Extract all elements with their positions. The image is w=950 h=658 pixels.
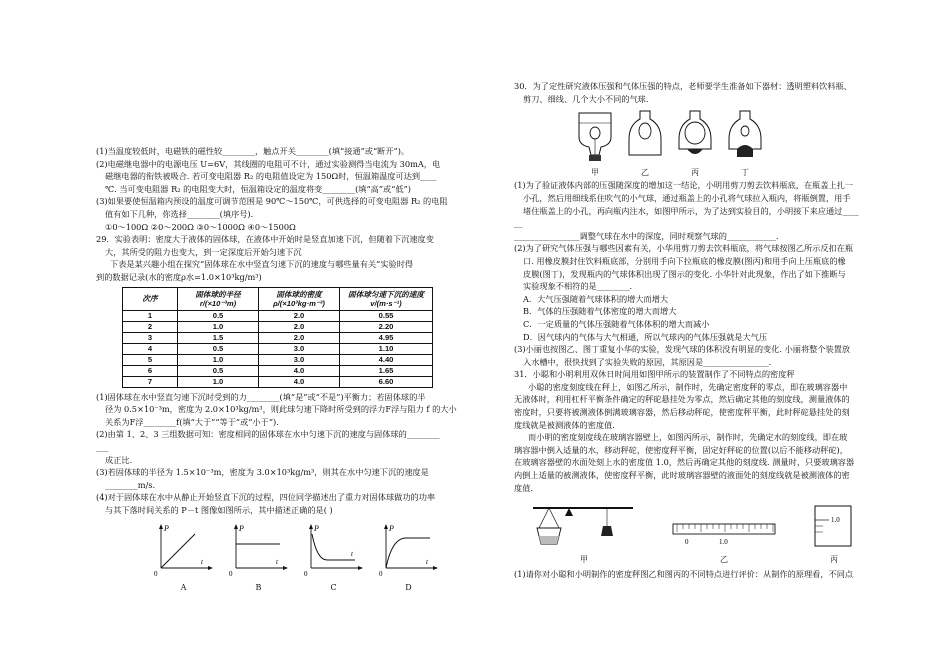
text-line: 剪刀、细线、几个大小不同的气球. xyxy=(523,93,649,104)
table-cell: 1 xyxy=(123,310,178,321)
text-line: (3)若固体球的半径为 1.5×10⁻³m，密度为 3.0×10³kg/m³，则其在水中匀速下沉的速度是 xyxy=(96,467,429,478)
text-line: 实验现象不相符的是________. xyxy=(523,281,633,292)
figure-label: 乙 xyxy=(641,167,649,177)
graph-d-svg xyxy=(378,522,440,578)
text-line: 入水槽中，很快找到了实验失败的原因，其原因是________________. xyxy=(523,356,772,367)
axis-origin: 0 xyxy=(153,570,157,579)
scale-zero: 0 xyxy=(685,538,689,547)
text-line: (2)为了研究气体压强与哪些因素有关，小华用剪刀剪去饮料瓶底，将气球按图乙所示反扣在瓶 xyxy=(514,243,854,254)
axis-p-label: P xyxy=(313,524,319,534)
table-cell: 1.5 xyxy=(178,332,259,343)
table-header: 次序 xyxy=(123,287,178,310)
text-line: (2)电磁继电器中的电源电压 U=6V，其线圈的电阻可不计，通过实验测得当电流为 30mA，电 xyxy=(96,158,441,169)
text-line: ________________调整气球在水中的深度，同时观察气球的____________. xyxy=(514,230,779,241)
text-line: 堵住瓶盖上的小孔，再向瓶内注水，如图甲所示，为了达到实验目的，小明接下来应通过____ xyxy=(523,205,859,216)
graph-a xyxy=(153,522,215,594)
table-cell: 0.5 xyxy=(178,310,259,321)
left-column xyxy=(96,145,476,595)
table-header: 固体球的半径 r/(×10⁻³m) xyxy=(178,287,259,310)
graph-b xyxy=(228,522,290,594)
text-line: 小聪的密度刻度线在秤上，如图乙所示，制作时，先确定密度秤的零点，即在玻璃容器中 xyxy=(528,381,848,392)
graph-b-svg xyxy=(228,522,290,578)
bottle-inverted-svg xyxy=(575,107,615,163)
table-cell: 3 xyxy=(123,332,178,343)
table-row xyxy=(123,310,433,321)
table-row xyxy=(123,343,433,354)
table-cell: 2.20 xyxy=(340,321,433,332)
axis-p-label: P xyxy=(238,524,244,534)
table-cell: 3.0 xyxy=(259,354,340,365)
graph-label: A xyxy=(180,583,187,593)
question-30: 30．为了定性研究液体压强和气体压强的特点，老师要学生准备如下器材：透明塑料饮料瓶、 xyxy=(514,81,852,91)
table-row xyxy=(123,354,433,365)
table-cell: 1.10 xyxy=(340,343,433,354)
axis-t-label: t xyxy=(425,558,428,567)
bottle-push-svg xyxy=(725,107,765,163)
text-line: 度值. xyxy=(514,482,533,493)
table-cell: 0.55 xyxy=(340,310,433,321)
table-cell: 6.60 xyxy=(340,376,433,387)
table-cell: 2 xyxy=(123,321,178,332)
beaker-svg xyxy=(809,502,859,550)
figure-ding xyxy=(725,107,765,179)
text-line: (3)如果要使恒温箱内预设的温度可调节范围是 90℃～150℃，可供选择的可变电阻器 R₂ 的电阻 xyxy=(96,196,448,207)
table-row xyxy=(123,365,433,376)
table-cell: 5 xyxy=(123,354,178,365)
graph-label: D xyxy=(405,583,412,593)
bottle-pull-svg xyxy=(675,107,715,163)
axis-t-label: t xyxy=(350,550,353,559)
table-cell: 2.0 xyxy=(259,321,340,332)
table-row xyxy=(123,321,433,332)
option-b: B．气体的压强随着气体密度的增大而增大 xyxy=(523,306,677,317)
bottle-balloon-svg xyxy=(625,107,665,163)
bottle-figures xyxy=(570,107,770,179)
graph-d xyxy=(378,522,440,594)
text-line: __ xyxy=(514,218,523,229)
text-line: 在玻璃容器壁的水面处刻上水的密度值 1.0，然后再确定其他的刻度线. 测量时，只要玻璃容器 xyxy=(514,457,855,468)
table-header: 固体球的密度 ρ/(×10³kg·m⁻³) xyxy=(259,287,340,310)
table-cell: 0.5 xyxy=(178,343,259,354)
figure-scale-bing xyxy=(809,502,859,566)
text-line: 度线就是被测液体的密度值. xyxy=(514,419,615,430)
table-row xyxy=(123,332,433,343)
figure-label: 丙 xyxy=(691,167,699,177)
figure-label: 丁 xyxy=(741,167,749,177)
table-cell: 4 xyxy=(123,343,178,354)
table-cell: 2.0 xyxy=(259,332,340,343)
table-cell: 6 xyxy=(123,365,178,376)
figure-label: 丙 xyxy=(830,554,838,564)
text-line: 径为 0.5×10⁻³m，密度为 2.0×10³kg/m³，则此球匀速下降时所受到的浮力F浮与阻力 f 的大小 xyxy=(105,404,457,415)
graph-a-svg xyxy=(153,522,215,578)
figure-label: 乙 xyxy=(720,554,728,564)
text-line: (2)由第 1、2、3 三组数据可知：密度相同的固体球在水中匀速下沉的速度与固体球的________ xyxy=(96,429,440,440)
text-line: ①0～100Ω ②0～200Ω ③0～1000Ω ④0～1500Ω xyxy=(105,221,296,232)
table-cell: 4.0 xyxy=(259,365,340,376)
table-cell: 4.40 xyxy=(340,354,433,365)
axis-origin: 0 xyxy=(228,570,232,579)
table-cell: 0.5 xyxy=(178,365,259,376)
text-line: 关系为F浮________f(填“大于”“等于”或“小于”). xyxy=(105,416,279,427)
text-line: 口. 用橡皮膜封住饮料瓶底部，分别用手向下拉瓶底的橡皮膜(图丙)和用手向上压瓶底的橡 xyxy=(523,255,846,266)
figure-scale-jia xyxy=(529,498,639,566)
question-31: 31．小聪和小明利用双休日时间用如图甲所示的装置制作了不同特点的密度秤 xyxy=(514,369,795,380)
table-cell: 1.65 xyxy=(340,365,433,376)
table-header: 固体球匀速下沉的速度 v/(m·s⁻¹) xyxy=(340,287,433,310)
text-line: 值有如下几种，你选择________(填序号). xyxy=(105,208,254,219)
text-line: 小孔，然后用细线系住吹气的小气球，通过瓶盖上的小孔将气球拉入瓶内，将瓶倒置，用手 xyxy=(523,192,851,203)
table-cell: 1.0 xyxy=(178,321,259,332)
text-line: (1)请你对小聪和小明制作的密度秤图乙和图丙的不同特点进行评价：从制作的原理看，不同点 xyxy=(514,569,854,580)
axis-t-label: t xyxy=(275,558,278,567)
table-cell: 4.95 xyxy=(340,332,433,343)
text-line: ___ xyxy=(96,441,109,452)
text-line: 成正比. xyxy=(105,454,133,465)
table-cell: 1.0 xyxy=(178,354,259,365)
text-line: (1)固体球在水中竖直匀速下沉时受到的力________(填“是”或“不是”)平衡力；若固体球的半 xyxy=(96,391,426,402)
table-cell: 1.0 xyxy=(178,376,259,387)
text-line: 磁继电器的衔铁被吸合. 若可变电阻器 R₂ 的电阻值设定为 150Ω时，恒温箱温度可达到____ xyxy=(105,171,437,182)
graph-c xyxy=(303,522,365,594)
density-scale-figures xyxy=(514,498,874,566)
text-line: 密度时，只要将被测液体倒满玻璃容器，然后移动秤砣，使密度秤平衡，此时秤砣悬挂处的刻 xyxy=(514,407,850,418)
figure-label: 甲 xyxy=(580,554,588,564)
text-line: 到的数据记录(水的密度ρ水=1.0×10³kg/m³) xyxy=(96,271,262,282)
text-line: 大，其所受的阻力也变大，到一定深度后开始匀速下沉 xyxy=(105,246,302,257)
text-line: 无液体时，利用杠杆平衡条件确定的秤砣悬挂处为零点，然后确定其他的刻度线，测量液体的 xyxy=(514,394,850,405)
beaker-mark: 1.0 xyxy=(831,516,840,525)
text-line: 与其下落时间关系的 P－t 图像如图所示，其中描述正确的是( ) xyxy=(105,504,333,515)
axis-p-label: P xyxy=(163,524,169,534)
figure-jia xyxy=(575,107,615,179)
text-line: ℃. 当可变电阻器 R₂ 的电阻变大时，恒温箱设定的温度将变________(填“高”或“低”) xyxy=(105,183,411,194)
data-table xyxy=(122,287,433,388)
figure-scale-yi xyxy=(669,520,779,566)
axis-t-label: t xyxy=(200,558,203,567)
text-line: (4)对于固体球在水中从静止开始竖直下沉的过程，四位同学描述出了重力对固体球做功的功率 xyxy=(96,492,436,503)
figure-yi xyxy=(625,107,665,179)
graph-label: B xyxy=(255,583,262,593)
text-line: 皮膜(图丁)，发现瓶内的气球体积出现了图示的变化. 小华针对此现象，作出了如下推断与 xyxy=(523,268,846,279)
graph-c-svg xyxy=(303,522,365,578)
text-line: 而小明的密度刻度线在玻璃容器壁上，如图丙所示，制作时，先确定水的刻度线，即在玻 xyxy=(528,432,848,443)
table-cell: 7 xyxy=(123,376,178,387)
text-line: (1)当温度较低时，电磁铁的磁性较________，触点开关________(填“接通”或“断开”)。 xyxy=(96,146,410,156)
axis-origin: 0 xyxy=(303,570,307,579)
right-column xyxy=(514,80,896,581)
figure-bing xyxy=(675,107,715,179)
graph-label: C xyxy=(330,583,337,593)
question-29: 29．实验表明：密度大于液体的固体球，在液体中开始时是竖直加速下沉，但随着下沉速度变 xyxy=(96,234,434,245)
option-a: A．大气压强随着气球体积的增大而增大 xyxy=(523,293,669,304)
text-line: ________m/s. xyxy=(105,479,156,490)
text-line: 下表是某兴趣小组在探究“固体球在水中竖直匀速下沉的速度与哪些量有关”实验时得 xyxy=(110,259,414,270)
scale-one: 1.0 xyxy=(719,538,728,547)
text-line: (1)为了验证液体内部的压强随深度的增加这一结论，小明用剪刀剪去饮料瓶底，在瓶盖上扎一 xyxy=(514,180,854,191)
text-line: (3)小丽也按图乙、图丁重复小华的实验，发现气球的体积没有明显的变化. 小丽将整个装置放 xyxy=(514,344,851,355)
table-row xyxy=(123,376,433,387)
text-line: 内倒上适量的被测液体，使密度秤平衡，此时玻璃容器壁的液面处的刻度线就是被测液体的密 xyxy=(514,470,850,481)
text-line: 璃容器中倒入适量的水，移动秤砣，使密度秤平衡，固定好秤砣的位置(以后不能移动秤砣)， xyxy=(514,444,848,455)
table-cell: 2.0 xyxy=(259,310,340,321)
pt-graphs xyxy=(146,522,446,594)
graduated-beam-svg xyxy=(669,520,779,550)
lever-scale-svg xyxy=(529,498,639,550)
table-cell: 3.0 xyxy=(259,343,340,354)
axis-origin: 0 xyxy=(378,570,382,579)
axis-p-label: P xyxy=(388,524,394,534)
option-d: D．因气球内的气体与大气相通，所以气球内的气体压强就是大气压 xyxy=(523,331,768,342)
option-c: C．一定质量的气体压强随着气体体积的增大而减小 xyxy=(523,318,710,329)
figure-label: 甲 xyxy=(591,167,599,177)
table-cell: 4.0 xyxy=(259,376,340,387)
